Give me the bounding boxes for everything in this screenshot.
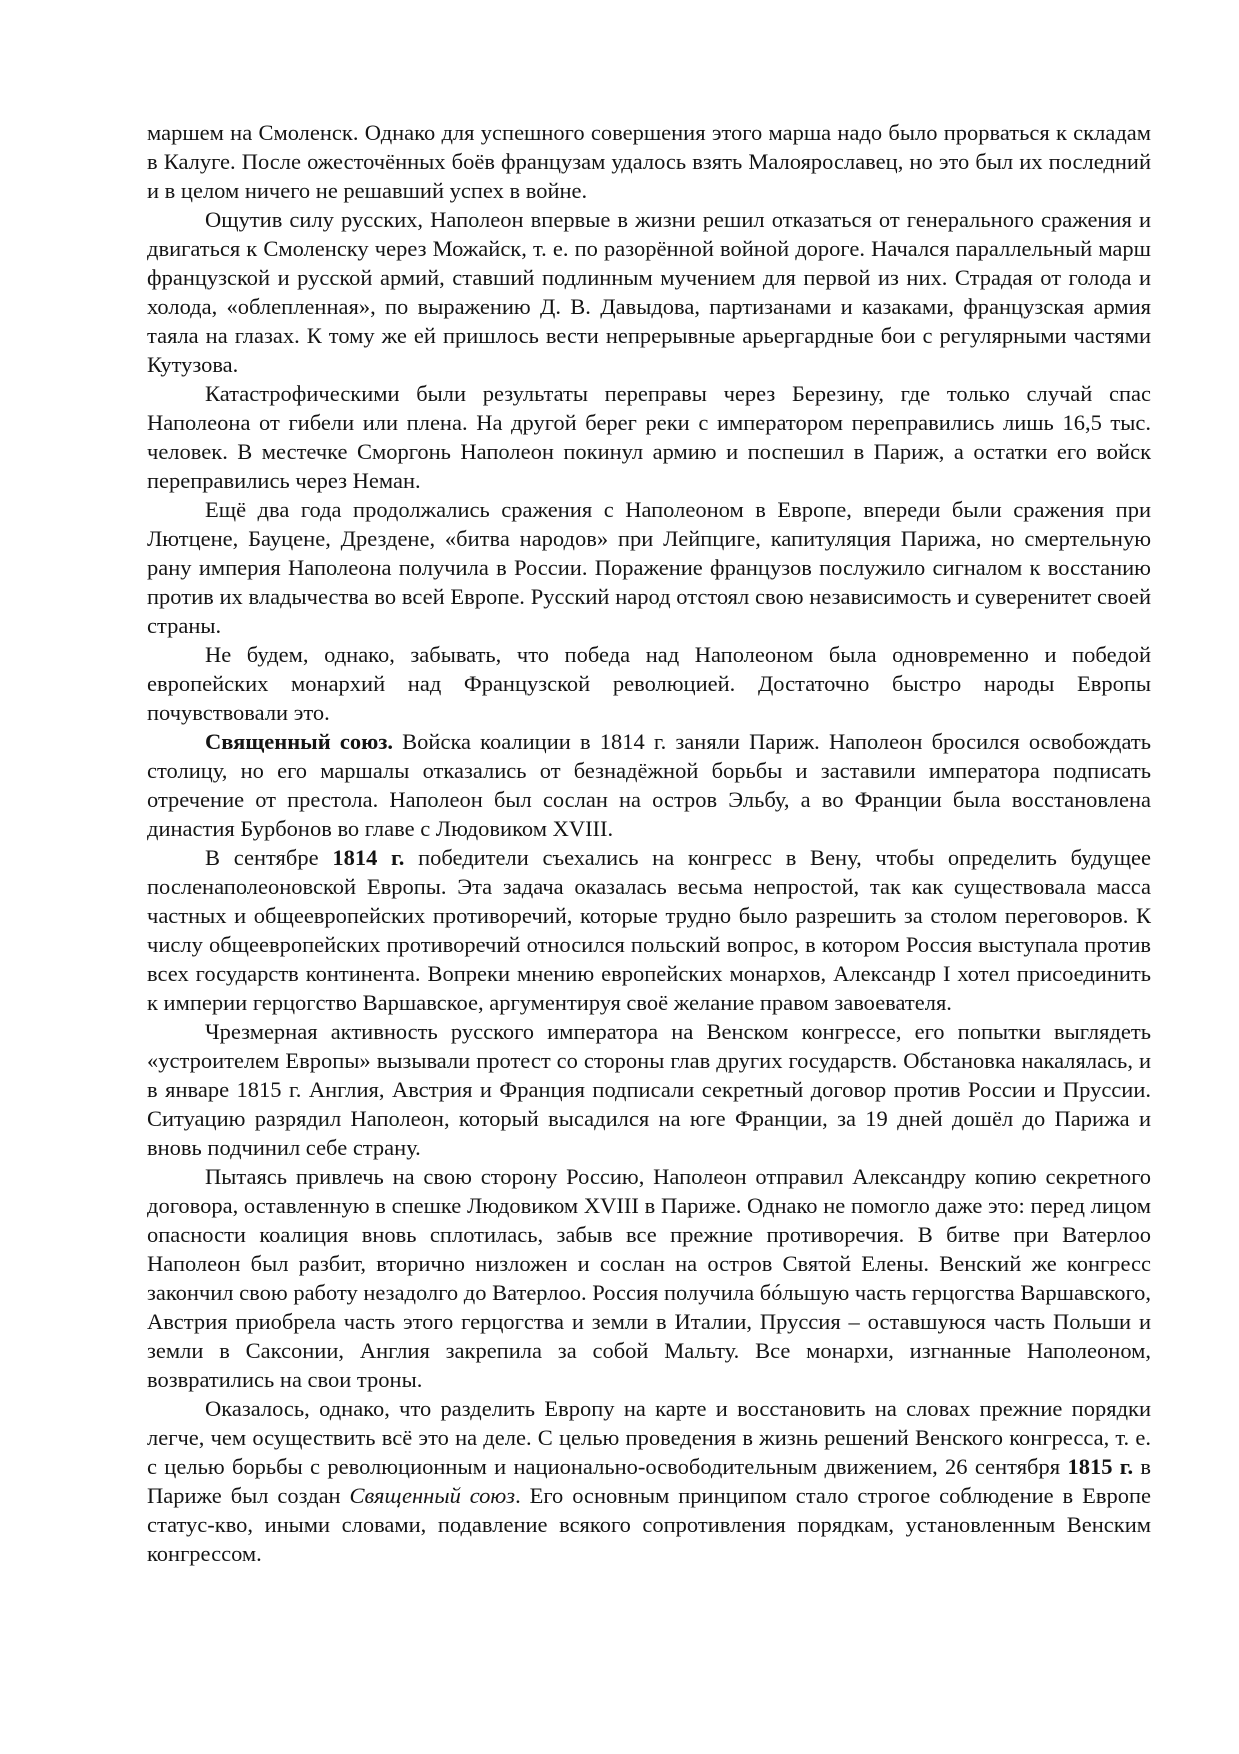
term-holy-alliance: Священный союз bbox=[349, 1483, 516, 1508]
paragraph-10-mid: в Париже был создан bbox=[147, 1454, 1152, 1508]
paragraph-7 bbox=[147, 843, 1151, 1017]
document-body bbox=[147, 118, 1151, 1568]
paragraph-3: Катастрофическими были результаты переправы через Березину, где только случай спас Наполеона от гибели или плена. На другой берег реки с императором переправились лишь 16,5 тыс. человек. В местечке Сморгонь Наполеон покинул армию и поспешил в Париж, а остатки его войск переправились через Неман. bbox=[147, 381, 1151, 493]
paragraph-10-tail: . Его основным принципом стало строгое соблюдение в Европе статус-кво, иными словами, подавление всякого сопротивления порядкам, установленным Венским конгрессом. bbox=[147, 1483, 1152, 1566]
year-1814: 1814 г. bbox=[332, 845, 405, 870]
paragraph-10-lead: Оказалось, однако, что разделить Европу на карте и восстановить на словах прежние порядки легче, чем осуществить всё это на деле. С целью проведения в жизнь решений Венского конгресса, т. е. с целью борьбы с революционным и национально-освободительным движением, 26 сентября bbox=[147, 1396, 1151, 1479]
paragraph-7-lead: В сентябре bbox=[205, 845, 319, 870]
paragraph-6-text: Войска коалиции в 1814 г. заняли Париж. Наполеон бросился освобождать столицу, но его маршалы отказались от безнадёжной борьбы и заставили императора подписать отречение от престола. Наполеон был сослан на остров Эльбу, а во Франции была восстановлена династия Бурбонов во главе с Людовиком XVIII. bbox=[147, 729, 1151, 841]
year-1815: 1815 г. bbox=[1067, 1454, 1134, 1479]
paragraph-10 bbox=[147, 1394, 1151, 1568]
paragraph-8: Чрезмерная активность русского императора на Венском конгрессе, его попытки выглядеть «устроителем Европы» вызывали протест со стороны глав других государств. Обстановка накалялась, и в январе 1815 г. Англия, Австрия и Франция подписали секретный договор против России и Пруссии. Ситуацию разрядил Наполеон, который высадился на юге Франции, за 19 дней дошёл до Парижа и вновь подчинил себе страну. bbox=[147, 1019, 1151, 1160]
paragraph-1: маршем на Смоленск. Однако для успешного совершения этого марша надо было прорваться к складам в Калуге. После ожесточённых боёв французам удалось взять Малоярославец, но это был их последний и в целом ничего не решавший успех в войне. bbox=[147, 120, 1151, 203]
paragraph-6 bbox=[147, 727, 1151, 843]
paragraph-4: Ещё два года продолжались сражения с Наполеоном в Европе, впереди были сражения при Лютцене, Бауцене, Дрездене, «битва народов» при Лейпциге, капитуляция Парижа, но смертельную рану империя Наполеона получила в России. Поражение французов послужило сигналом к восстанию против их владычества во всей Европе. Русский народ отстоял свою независимость и суверенитет своей страны. bbox=[147, 497, 1151, 638]
paragraph-9: Пытаясь привлечь на свою сторону Россию, Наполеон отправил Александру копию секретного договора, оставленную в спешке Людовиком XVIII в Париже. Однако не помогло даже это: перед лицом опасности коалиция вновь сплотилась, забыв все прежние противоречия. В битве при Ватерлоо Наполеон был разбит, вторично низложен и сослан на остров Святой Елены. Венский же конгресс закончил свою работу незадолго до Ватерлоо. Россия получила бóльшую часть герцогства Варшавского, Австрия приобрела часть этого герцогства и земли в Италии, Пруссия – оставшуюся часть Польши и земли в Саксонии, Англия закрепила за собой Мальту. Все монархи, изгнанные Наполеоном, возвратились на свои троны. bbox=[147, 1164, 1151, 1392]
paragraph-5: Не будем, однако, забывать, что победа над Наполеоном была одновременно и победой европейских монархий над Французской революцией. Достаточно быстро народы Европы почувствовали это. bbox=[147, 642, 1151, 725]
paragraph-2: Ощутив силу русских, Наполеон впервые в жизни решил отказаться от генерального сражения и двигаться к Смоленску через Можайск, т. е. по разорённой войной дороге. Начался параллельный марш французской и русской армий, ставший подлинным мучением для первой из них. Страдая от голода и холода, «облепленная», по выражению Д. В. Давыдова, партизанами и казаками, французская армия таяла на глазах. К тому же ей пришлось вести непрерывные арьергардные бои с регулярными частями Кутузова. bbox=[147, 207, 1151, 377]
paragraph-7-text: победители съехались на конгресс в Вену, чтобы определить будущее посленаполеоновской Европы. Эта задача оказалась весьма непростой, так как существовала масса частных и общеевропейских противоречий, которые трудно было разрешить за столом переговоров. К числу общеевропейских противоречий относился польский вопрос, в котором Россия выступала против всех государств континента. Вопреки мнению европейских монархов, Александр I хотел присоединить к империи герцогство Варшавское, аргументируя своё желание правом завоевателя. bbox=[147, 845, 1151, 1015]
section-heading-holy-alliance: Священный союз. bbox=[205, 729, 393, 754]
